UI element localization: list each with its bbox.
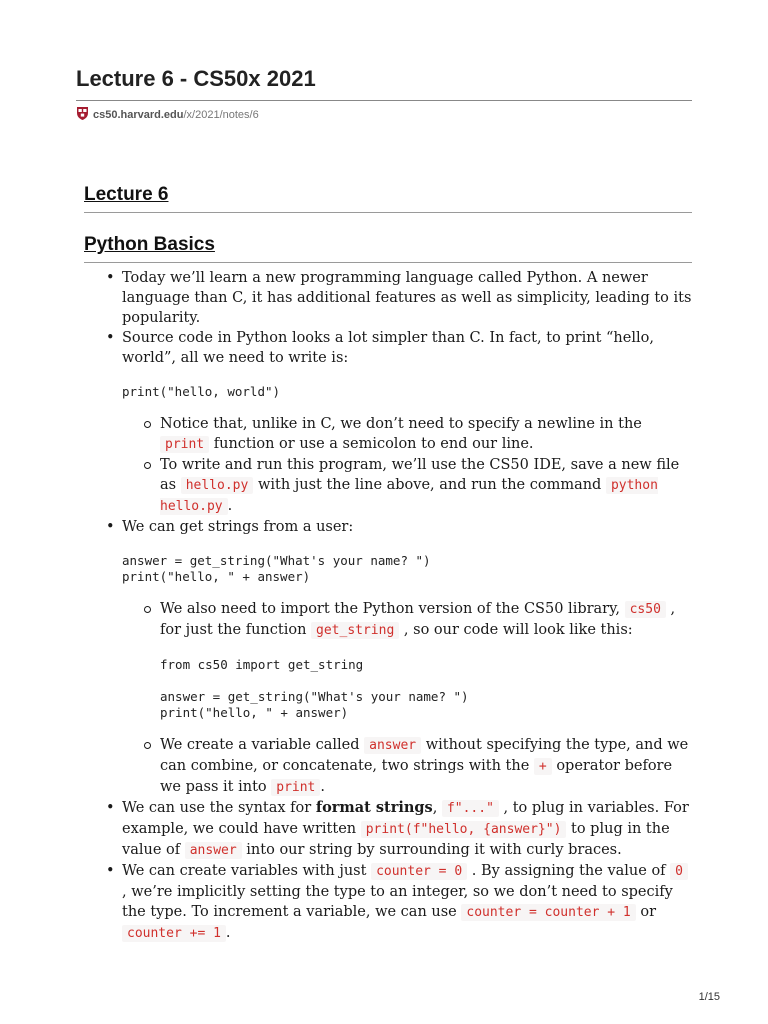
- inline-code: f"...": [442, 800, 499, 817]
- sub-list-item: [122, 414, 692, 455]
- code-block: answer = get_string("What's your name? ") print("hello, " + answer): [122, 553, 431, 584]
- list-item: [84, 328, 692, 517]
- text: with just the line above, and run the command: [257, 477, 602, 493]
- text: .: [320, 779, 325, 795]
- code-block: from cs50 import get_string answer = get_string("What's your name? ") print("hello, " + answer): [160, 657, 469, 720]
- list-item: [84, 268, 692, 328]
- paragraph-text: Source code in Python looks a lot simpler than C. In fact, to print “hello, world”, all we need to write is:: [122, 330, 654, 366]
- text: or: [640, 904, 657, 920]
- source-path: /x/2021/notes/6: [183, 109, 259, 121]
- source-domain: cs50.harvard.edu: [93, 109, 184, 121]
- list-item: [84, 517, 692, 798]
- inline-code: hello.py: [181, 477, 254, 494]
- source-url[interactable]: [76, 106, 259, 121]
- list-item: [84, 798, 692, 861]
- section-divider: [84, 212, 692, 213]
- inline-code: cs50: [625, 601, 666, 618]
- text: . By assigning the value of: [471, 863, 666, 879]
- text: function or use a semicolon to end our line.: [213, 436, 534, 452]
- text: into our string by surrounding it with curly braces.: [246, 842, 622, 858]
- inline-code: 0: [670, 863, 688, 880]
- inline-code: counter += 1: [122, 925, 226, 942]
- inline-code: counter = counter + 1: [461, 904, 635, 921]
- text: ,: [432, 800, 438, 816]
- inline-code: answer: [364, 737, 421, 754]
- paragraph-text: Today we’ll learn a new programming language called Python. A newer language than C, it has additional features as well as simplicity, leading to its popularity.: [122, 270, 692, 326]
- text: We can create variables with just: [122, 863, 367, 879]
- text: We can use the syntax for: [122, 800, 312, 816]
- inline-code: print: [160, 436, 209, 453]
- text: , so our code will look like this:: [403, 622, 633, 638]
- text: Notice that, unlike in C, we don’t need to specify a newline in the: [160, 416, 642, 432]
- text: , to plug in variables. For example, we could have written: [122, 800, 689, 837]
- text: .: [225, 925, 231, 941]
- title-divider: [76, 100, 692, 101]
- page-number: 1/15: [698, 991, 720, 1003]
- text: without specifying the type, and we can combine, or concatenate, two strings with the: [160, 737, 689, 774]
- section-heading-python-basics: Python Basics: [84, 234, 215, 255]
- sub-list-item: [122, 599, 692, 721]
- text: To write and run this program, we’ll use the CS50 IDE, save a new file as: [160, 457, 680, 493]
- sub-list: [122, 414, 692, 517]
- bold-term: format strings: [315, 799, 433, 816]
- paragraph-text: We can get strings from a user:: [122, 519, 354, 535]
- section-heading-lecture-6: Lecture 6: [84, 184, 169, 205]
- inline-code: answer: [185, 842, 242, 859]
- list-item: [84, 861, 692, 944]
- inline-code: +: [534, 758, 552, 775]
- text: to plug in the value of: [122, 821, 670, 858]
- inline-code: print: [271, 779, 320, 796]
- text: , for just the function: [160, 601, 676, 638]
- bullet-list: [84, 268, 692, 944]
- sub-list-item: [122, 735, 692, 798]
- text: , we’re implicitly setting the type to an integer, so we don’t need to specify the type. To increment a variable, we can use: [122, 884, 673, 920]
- harvard-shield-icon: [76, 106, 89, 121]
- code-block: print("hello, world"): [122, 384, 281, 399]
- sub-list: [122, 599, 692, 798]
- inline-code: get_string: [311, 622, 399, 639]
- inline-code: python hello.py: [160, 478, 658, 514]
- document-title: Lecture 6 - CS50x 2021: [76, 66, 316, 91]
- inline-code: print(f"hello, {answer}"): [361, 821, 567, 838]
- lecture-notes-body: [84, 268, 692, 944]
- text: We also need to import the Python version of the CS50 library,: [160, 601, 620, 617]
- section-divider: [84, 262, 692, 263]
- sub-list-item: [122, 455, 692, 517]
- text: operator before we pass it into: [160, 758, 673, 795]
- inline-code: counter = 0: [371, 863, 467, 880]
- text: We create a variable called: [160, 737, 360, 753]
- text: .: [227, 498, 233, 514]
